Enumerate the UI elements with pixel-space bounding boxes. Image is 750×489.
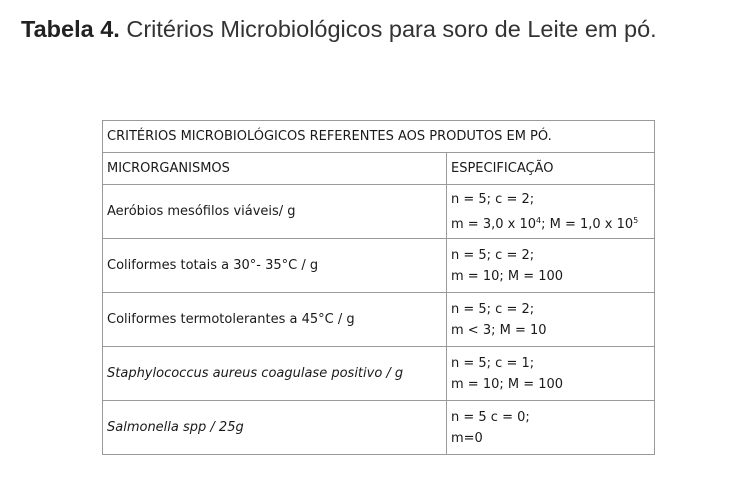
spec-line: m < 3; M = 10 [451,322,547,338]
spec-line: n = 5 c = 0; [451,409,530,425]
spec-line: n = 5; c = 2; [451,191,535,207]
spec-M-exponent: 5 [633,215,639,225]
caption-text: Critérios Microbiológicos para soro de Leite em pó. [126,16,657,42]
table-title-row [103,121,655,153]
header-microrganismos: MICRORGANISMOS [103,153,447,185]
organism-cell: Coliformes termotolerantes a 45°C / g [103,293,447,347]
specification-cell [447,239,655,293]
specification-cell [447,185,655,239]
microbiological-criteria-table [102,120,655,455]
spec-m-exponent: 4 [536,215,542,225]
spec-M-value: ; M = 1,0 x 10 [541,216,634,232]
spec-line: m=0 [451,430,483,446]
organism-cell: Coliformes totais a 30°- 35°C / g [103,239,447,293]
spec-line: n = 5; c = 2; [451,301,535,317]
spec-line: m = 10; M = 100 [451,376,564,392]
caption-label: Tabela 4. [21,16,120,42]
table-row [103,293,655,347]
specification-cell [447,293,655,347]
spec-m-value: m = 3,0 x 10 [451,216,536,232]
specification-cell [447,347,655,401]
table-row [103,185,655,239]
organism-cell: Aeróbios mesófilos viáveis/ g [103,185,447,239]
spec-line [451,210,650,235]
table-row [103,401,655,455]
table-header-row [103,153,655,185]
organism-cell: Salmonella spp / 25g [103,401,447,455]
specification-cell [447,401,655,455]
table-caption [21,16,657,43]
table-row [103,239,655,293]
table-row [103,347,655,401]
table-title: CRITÉRIOS MICROBIOLÓGICOS REFERENTES AOS PRODUTOS EM PÓ. [103,121,655,153]
spec-line: n = 5; c = 1; [451,355,535,371]
header-especificacao: ESPECIFICAÇÃO [447,153,655,185]
spec-line: m = 10; M = 100 [451,268,564,284]
organism-cell: Staphylococcus aureus coagulase positivo / g [103,347,447,401]
spec-line: n = 5; c = 2; [451,247,535,263]
